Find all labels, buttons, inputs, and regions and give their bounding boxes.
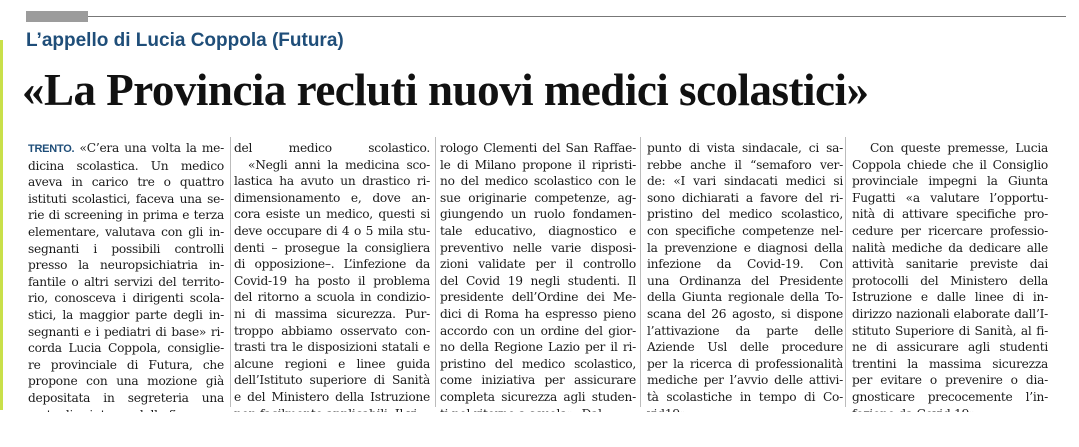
article-column-1 — [28, 140, 224, 423]
article-text-line: fantile o altri servizi del territo- — [28, 274, 224, 289]
article-text-line: dicina scolastica. Un medico — [28, 158, 224, 173]
article-text-line — [28, 140, 224, 158]
article-text-line: della Giunta regionale della To- — [647, 290, 843, 305]
article-text-line: preventivo nelle varie disposi- — [440, 240, 636, 255]
column-divider — [230, 137, 231, 407]
article-text-line: no del medico scolastico con le — [440, 174, 636, 189]
article-text-line: presidente dell’Ordine dei Me- — [440, 290, 636, 305]
article-text-line: ni di massima sicurezza. Pur- — [234, 306, 430, 321]
article-text-line: di opposizione–. L’infezione da — [234, 257, 430, 272]
article-text-line: provinciale impegni la Giunta — [852, 174, 1048, 189]
article-text-line: re provinciale di Futura, che — [28, 357, 224, 372]
article-text-line: Covid-19 ha posto il problema — [234, 273, 430, 288]
article-text-line: del medico scolastico. — [234, 141, 430, 155]
article-headline: «La Provincia recluti nuovi medici scolastici» — [22, 65, 869, 115]
section-tag-bar — [26, 11, 88, 22]
article-text-line: del ritorno a scuola in condizio- — [234, 290, 430, 305]
article-text-line: accordo con un ordine del gior- — [440, 323, 636, 338]
article-text-line: con specifiche competenze nel- — [647, 223, 843, 238]
article-text-line: per la ricerca di professionalità — [647, 356, 843, 371]
article-text-line: sue originarie competenze, ag- — [440, 190, 636, 205]
article-kicker: L’appello di Lucia Coppola (Futura) — [26, 30, 344, 51]
article-text-line: segnanti i possibili controlli — [28, 241, 224, 256]
article-text-line: gnosticare precocemente l’in- — [852, 389, 1048, 404]
article-text-line: giungendo un ruolo fondamen- — [440, 207, 636, 222]
article-text-line: nità di attivare specifiche pro- — [852, 207, 1048, 222]
article-text-line: la prevenzione e diagnosi della — [647, 240, 843, 255]
article-text-line: pristino del medico scolastico, — [440, 356, 636, 371]
article-text-line: lastica ha avuto un drastico ri- — [234, 174, 430, 189]
article-text-line: depositata in segreteria una — [28, 390, 224, 405]
article-text-line: ne di assicurare agli studenti — [852, 340, 1048, 355]
article-text-line: rio, conosceva i dirigenti scola- — [28, 291, 224, 306]
article-text-line: zioni validate per il controllo — [440, 257, 636, 272]
article-text-line: nalità mediche da dedicare alle — [852, 240, 1048, 255]
article-text-line: elementare, valutava con gli in- — [28, 224, 224, 239]
article-text-line: troppo abbiamo osservato con- — [234, 323, 430, 338]
article-text-line: no della Regione Lazio per il ri- — [440, 340, 636, 355]
article-column-2 — [234, 140, 430, 422]
article-text-line: Istruzione e dalle linee di in- — [852, 290, 1048, 305]
article-text-line: tale educativo, diagnostico e — [440, 223, 636, 238]
article-text-line: propone con una mozione già — [28, 374, 224, 389]
page-edge-marker — [0, 40, 3, 410]
article-column-3 — [440, 140, 636, 422]
article-text-line: per evitare o prevenire o dia- — [852, 373, 1048, 388]
article-text-line: tà scolastiche in tempo di Co- — [647, 389, 843, 404]
article-column-5 — [852, 140, 1048, 422]
article-text-line: dirizzo nazionali elaborate dall’I- — [852, 306, 1048, 321]
article-text-line: attività sanitarie previste dai — [852, 257, 1048, 272]
article-text-line: sono dichiarati a favore del ri- — [647, 190, 843, 205]
article-text-line: stici, la maggior parte degli in- — [28, 307, 224, 322]
article-text-line: Con queste premesse, Lucia — [870, 141, 1048, 155]
article-text-line: rebbe anche il “semaforo ver- — [647, 157, 843, 172]
article-text-line: trentini la massima sicurezza — [852, 356, 1048, 371]
page-bottom-margin — [0, 412, 1079, 447]
article-text-fragment: «C’era una volta la me- — [74, 141, 224, 155]
article-text-line: l’attivazione da parte delle — [647, 323, 843, 338]
article-text-line: alcune regioni e linee guida — [234, 356, 430, 371]
article-column-4 — [647, 140, 843, 422]
article-dateline: TRENTO. — [28, 143, 75, 155]
article-text-line: Fugatti «a valutare l’opportu- — [852, 190, 1048, 205]
article-text-line: dell’Istituto superiore di Sanità — [234, 373, 430, 388]
article-text-line: del Covid 19 negli studenti. Il — [440, 273, 636, 288]
article-text-line: rologo Clementi del San Raffae- — [440, 141, 636, 155]
column-divider — [845, 137, 846, 407]
article-text-line: «Negli anni la medicina sco- — [248, 157, 430, 172]
article-text-line: rie di screening in prima e terza — [28, 208, 224, 223]
article-text-line: mediche per l’avvio delle attivi- — [647, 373, 843, 388]
article-text-line: deve occupare di 4 o 5 mila stu- — [234, 223, 430, 238]
article-text-line: Aziende Usl delle procedure — [647, 340, 843, 355]
article-text-line: le di Milano propone il ripristi- — [440, 157, 636, 172]
article-text-line: dimensionamento e, dove an- — [234, 190, 430, 205]
article-text-line: cedure per ricercare professio- — [852, 223, 1048, 238]
article-text-line: cora esiste un medico, questi si — [234, 207, 430, 222]
article-text-line: scana del 26 agosto, si dispone — [647, 306, 843, 321]
article-text-line: trasti tra le disposizioni statali e — [234, 340, 430, 355]
article-text-line: aveva in carico tre o quattro — [28, 175, 224, 190]
article-text-line: dici di Roma ha espresso pieno — [440, 306, 636, 321]
top-divider — [26, 16, 1066, 17]
article-text-line: infezione da Covid-19. Con — [647, 257, 843, 272]
article-text-line: segnanti e i pediatri di base» ri- — [28, 324, 224, 339]
article-text-line: stituto Superiore di Sanità, al fi- — [852, 323, 1048, 338]
article-text-line: completa sicurezza agli studen- — [440, 389, 636, 404]
article-text-line: come iniziativa per assicurare — [440, 373, 636, 388]
article-text-line: corda Lucia Coppola, consiglie- — [28, 341, 224, 356]
article-text-line: una Ordinanza del Presidente — [647, 273, 843, 288]
article-text-line: de: «I vari sindacati medici si — [647, 174, 843, 189]
column-divider — [435, 137, 436, 407]
article-text-line: presso la neuropsichiatria in- — [28, 258, 224, 273]
column-divider — [640, 137, 641, 407]
article-text-line: punto di vista sindacale, ci sa- — [647, 141, 843, 155]
article-text-line: protocolli del Ministero della — [852, 273, 1048, 288]
article-text-line: denti – prosegue la consigliera — [234, 240, 430, 255]
article-text-line: istituti scolastici, faceva una se- — [28, 191, 224, 206]
article-text-line: pristino del medico scolastico, — [647, 207, 843, 222]
article-text-line: e del Ministero della Istruzione — [234, 389, 430, 404]
article-text-line: Coppola chiede che il Consiglio — [852, 157, 1048, 172]
